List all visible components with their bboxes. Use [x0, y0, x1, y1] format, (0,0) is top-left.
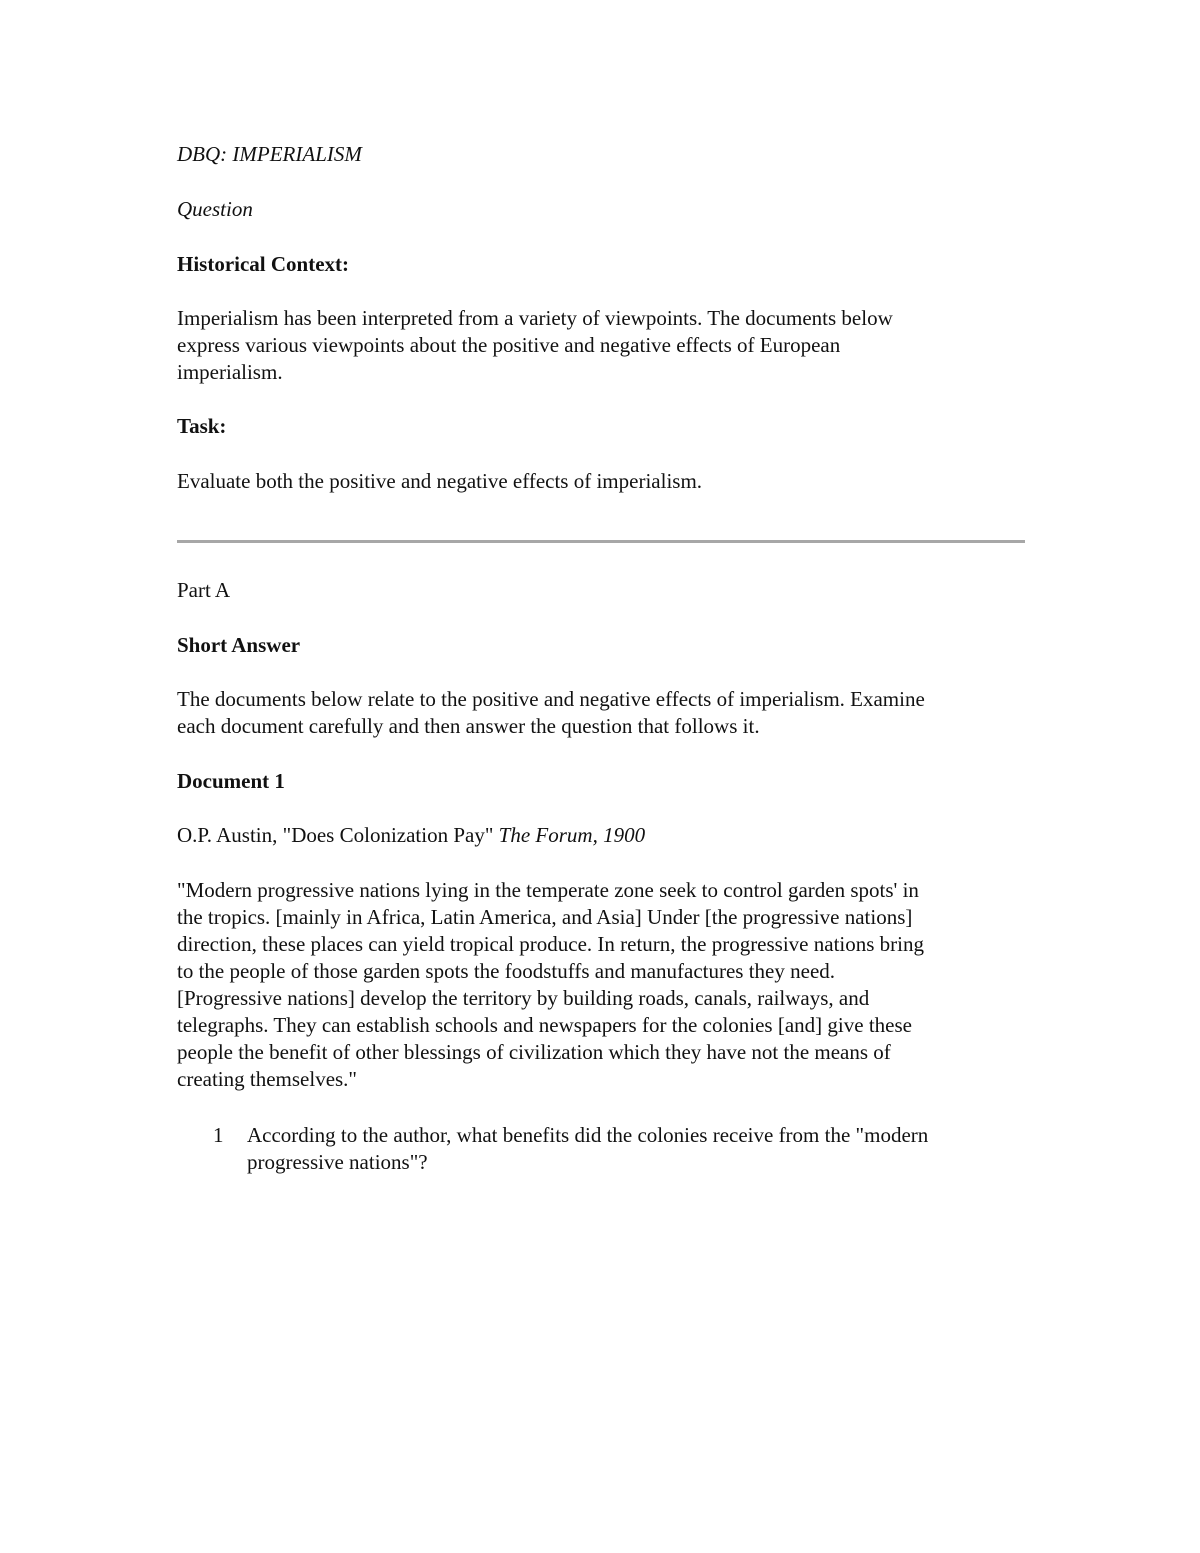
question-text: [247, 1122, 928, 1176]
short-answer-heading: Short Answer: [177, 633, 301, 657]
horizontal-divider: [177, 540, 1025, 543]
quote-line: to the people of those garden spots the foodstuffs and manufactures they need.: [177, 959, 836, 983]
question-number: 1: [213, 1123, 224, 1147]
document-1-source: [177, 822, 1025, 849]
part-a-label: Part A: [177, 578, 231, 602]
question-line: progressive nations"?: [247, 1150, 428, 1174]
historical-context-line: express various viewpoints about the positive and negative effects of European: [177, 333, 841, 357]
historical-context-line: imperialism.: [177, 360, 283, 384]
document-1-quote: [177, 877, 1025, 1093]
quote-line: "Modern progressive nations lying in the temperate zone seek to control garden spots' in: [177, 878, 919, 902]
source-publication: The Forum, 1900: [498, 823, 646, 847]
part-a-instructions: [177, 686, 1025, 740]
document-1-heading: Document 1: [177, 769, 285, 793]
task-heading: Task:: [177, 414, 227, 438]
source-citation: O.P. Austin, "Does Colonization Pay": [177, 823, 499, 847]
instructions-line: The documents below relate to the positive and negative effects of imperialism. Examine: [177, 687, 925, 711]
quote-line: people the benefit of other blessings of civilization which they have not the means of: [177, 1040, 891, 1064]
instructions-line: each document carefully and then answer the question that follows it.: [177, 714, 760, 738]
historical-context-paragraph: [177, 305, 1025, 386]
question-label: Question: [177, 197, 253, 221]
quote-line: [Progressive nations] develop the territory by building roads, canals, railways, and: [177, 986, 870, 1010]
quote-line: telegraphs. They can establish schools and newspapers for the colonies [and] give these: [177, 1013, 912, 1037]
question-1: [177, 1122, 1025, 1182]
question-line: According to the author, what benefits did the colonies receive from the "modern: [247, 1123, 929, 1147]
quote-line: the tropics. [mainly in Africa, Latin America, and Asia] Under [the progressive nations]: [177, 905, 913, 929]
historical-context-heading: Historical Context:: [177, 252, 350, 276]
document-title: DBQ: IMPERIALISM: [177, 142, 362, 166]
historical-context-line: Imperialism has been interpreted from a variety of viewpoints. The documents below: [177, 306, 893, 330]
quote-line: creating themselves.": [177, 1067, 358, 1091]
task-text: Evaluate both the positive and negative effects of imperialism.: [177, 469, 703, 493]
quote-line: direction, these places can yield tropical produce. In return, the progressive nations bring: [177, 932, 924, 956]
